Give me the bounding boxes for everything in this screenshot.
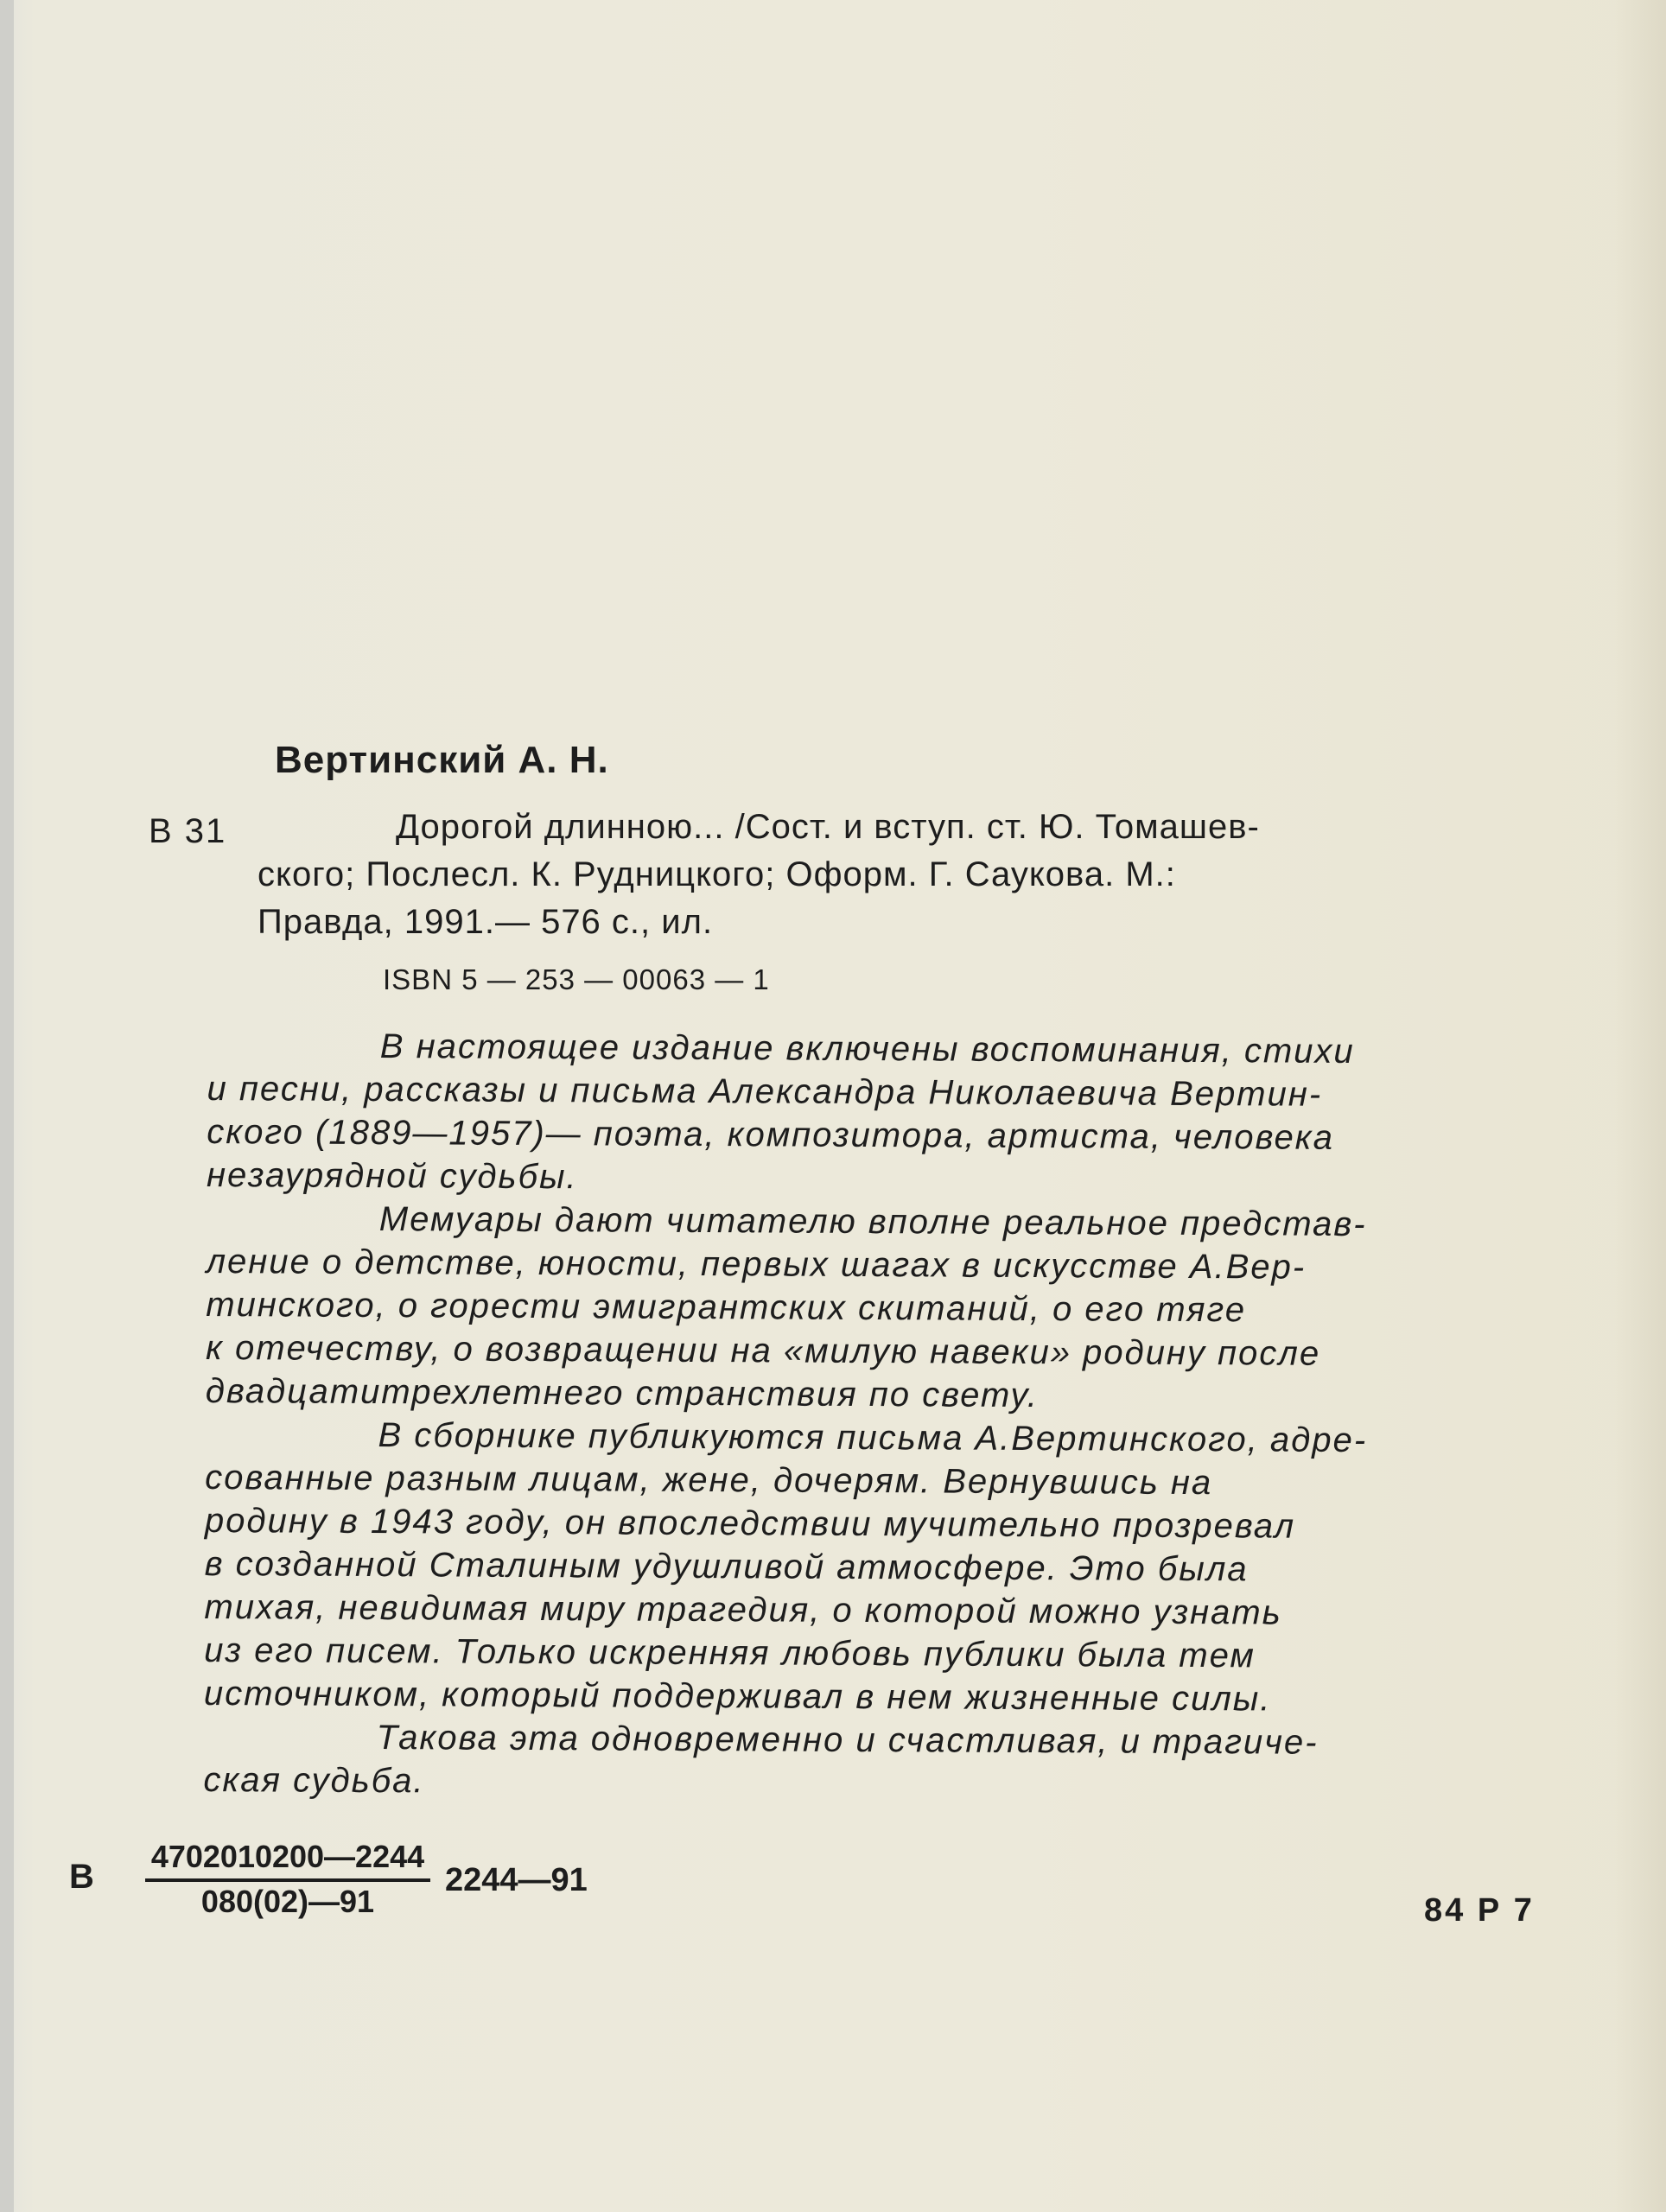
annotation-line: тихая, невидимая миру трагедия, о которой можно узнать xyxy=(204,1587,1282,1632)
annotation-line: ление о детстве, юности, первых шагах в искусстве А.Вер- xyxy=(206,1242,1307,1287)
fraction-denominator: 080(02)—91 xyxy=(200,1884,375,1919)
annotation-line: тинского, о горести эмигрантских скитаний, о его тяге xyxy=(206,1285,1247,1330)
annotation-line: к отечеству, о возвращении на «милую навеки» родину после xyxy=(205,1328,1321,1373)
bbk-index: 84 Р 7 xyxy=(1424,1892,1535,1929)
annotation-text xyxy=(203,1024,1529,1808)
classification-code: В 31 xyxy=(149,812,227,850)
annotation-line: Мемуары дают читателю вполне реальное представ- xyxy=(378,1200,1367,1244)
fraction-numerator: 4702010200—2244 xyxy=(150,1839,425,1874)
annotation-line: В настоящее издание включены воспоминания, стихи xyxy=(379,1027,1355,1071)
annotation-line: сованные разным лицам, жене, дочерям. Вернувшись на xyxy=(205,1458,1213,1503)
isbn-line: ISBN 5 — 253 — 00063 — 1 xyxy=(383,963,770,995)
annotation-line: источником, который поддерживал в нем жизненные силы. xyxy=(203,1674,1272,1719)
citation-line: Дорогой длинною... /Сост. и вступ. ст. Ю. Томашев- xyxy=(396,808,1260,846)
bibliographic-citation xyxy=(258,804,1528,946)
citation-line: ского; Послесл. К. Рудницкого; Оформ. Г. Саукова. М.: xyxy=(258,855,1176,893)
citation-line: Правда, 1991.— 576 с., ил. xyxy=(258,903,714,941)
annotation-line: В сборнике публикуются письма А.Вертинского, адре- xyxy=(378,1416,1368,1460)
annotation-line: и песни, рассказы и письма Александра Николаевича Вертин- xyxy=(207,1069,1323,1114)
page-gutter-shadow xyxy=(1614,0,1666,2212)
annotation-line: незаурядной судьбы. xyxy=(206,1155,578,1197)
annotation-line: ского (1889—1957)— поэта, композитора, артиста, человека xyxy=(207,1112,1335,1157)
imprint-code: 2244—91 xyxy=(445,1862,588,1898)
page-edge xyxy=(0,0,14,2212)
annotation-line: двадцатитрехлетнего странствия по свету. xyxy=(205,1371,1040,1415)
imprint-letter: В xyxy=(69,1858,94,1896)
annotation-line: из его писем. Только искренняя любовь публики была тем xyxy=(204,1630,1256,1675)
annotation-line: Такова эта одновременно и счастливая, и трагиче- xyxy=(376,1719,1319,1762)
annotation-line: в созданной Сталиным удушливой атмосфере. Это была xyxy=(204,1544,1249,1589)
annotation-line: ская судьба. xyxy=(203,1760,425,1801)
imprint-fraction xyxy=(145,1839,430,1920)
annotation-line: родину в 1943 году, он впоследствии мучительно прозревал xyxy=(204,1501,1296,1546)
author-heading: Вертинский А. Н. xyxy=(275,739,609,781)
